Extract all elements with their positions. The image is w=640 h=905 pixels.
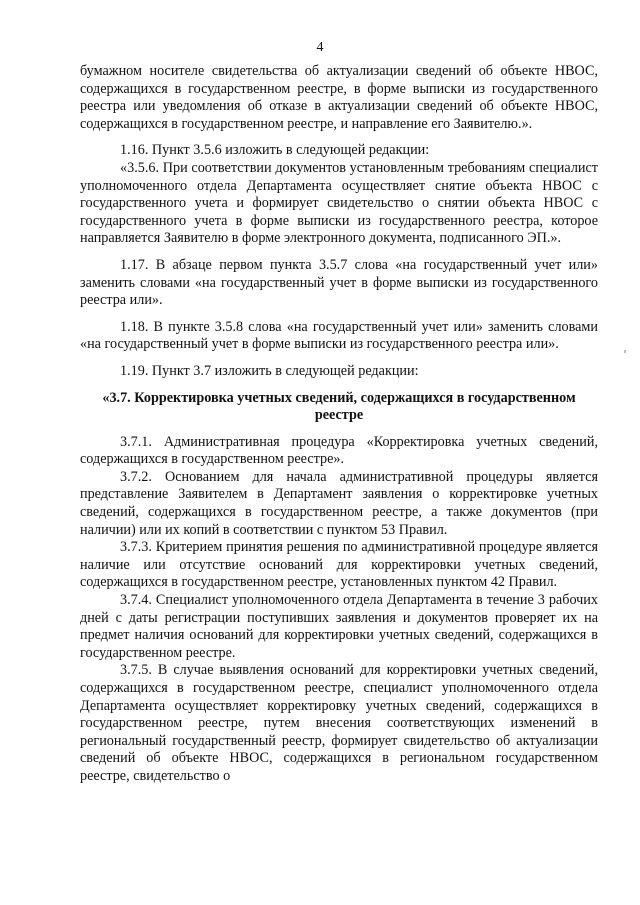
paragraph-continuation: бумажном носителе свидетельства об актуализации сведений об объекте НВОС, содержащихся в государственном реестре, в форме выписки из государственного реестра или уведомления об отказе в актуализации сведений об объекте НВОС, содержащихся в государственном реестре, и направление его Заявителю.». (80, 63, 598, 132)
paragraph-item-1-17: 1.17. В абзаце первом пункта 3.5.7 слова «на государственный учет или» заменить словами «на государственный учет в форме выписки из государственного реестра или». (80, 256, 598, 309)
paragraph-item-1-16: 1.16. Пункт 3.5.6 изложить в следующей редакции: (120, 142, 430, 159)
paragraph-clause-3-5-6: «3.5.6. При соответствии документов установленным требованиям специалист уполномоченного отдела Департамента осуществляет снятие объекта НВОС с государственного учета и формирует свидетельство о снятии объекта НВОС с государственного учета в форме выписки из государственного реестра, которое направляется Заявителю в форме электронного документа, подписанного ЭП.». (80, 159, 598, 247)
paragraph-clause-3-7-3: 3.7.3. Критерием принятия решения по административной процедуре является наличие или отсутствие оснований для корректировки учетных сведений, содержащихся в государственном реестре, установленных пунктом 42 Правил. (80, 539, 598, 591)
document-body (80, 63, 598, 786)
page-number: 4 (316, 40, 324, 55)
scan-margin-mark (624, 350, 626, 353)
paragraph-clause-3-7-2: 3.7.2. Основанием для начала административной процедуры является представление Заявителем в Департамент заявления о корректировке учетных сведений, содержащихся в государственном реестре, а также документов (при наличии) или их копий в соответствии с пунктом 53 Правил. (80, 468, 598, 538)
paragraph-item-1-18: 1.18. В пункте 3.5.8 слова «на государственный учет или» заменить словами «на государственный учет в форме выписки из государственного реестра или». (80, 318, 598, 353)
paragraph-clause-3-7-4: 3.7.4. Специалист уполномоченного отдела Департамента в течение 3 рабочих дней с даты регистрации поступивших заявления и документов проверяет их на предмет наличия оснований для корректировки учетных сведений, содержащихся в государственном реестре. (80, 592, 598, 661)
section-heading-3-7: «3.7. Корректировка учетных сведений, содержащихся в государственном реестре (102, 389, 576, 424)
paragraph-item-1-19: 1.19. Пункт 3.7 изложить в следующей редакции: (120, 362, 419, 379)
paragraph-clause-3-7-5: 3.7.5. В случае выявления оснований для корректировки учетных сведений, содержащихся в государственном реестре, специалист уполномоченного отдела Департамента осуществляет корректировку учетных сведений, содержащихся в государственном реестре, путем внесения соответствующих изменений в региональный государственный реестр, формирует свидетельство об актуализации сведений об объекте НВОС, содержащихся в региональном государственном реестре, свидетельство о (80, 662, 598, 784)
paragraph-clause-3-7-1: 3.7.1. Административная процедура «Корректировка учетных сведений, содержащихся в государственном реестре». (80, 433, 598, 468)
